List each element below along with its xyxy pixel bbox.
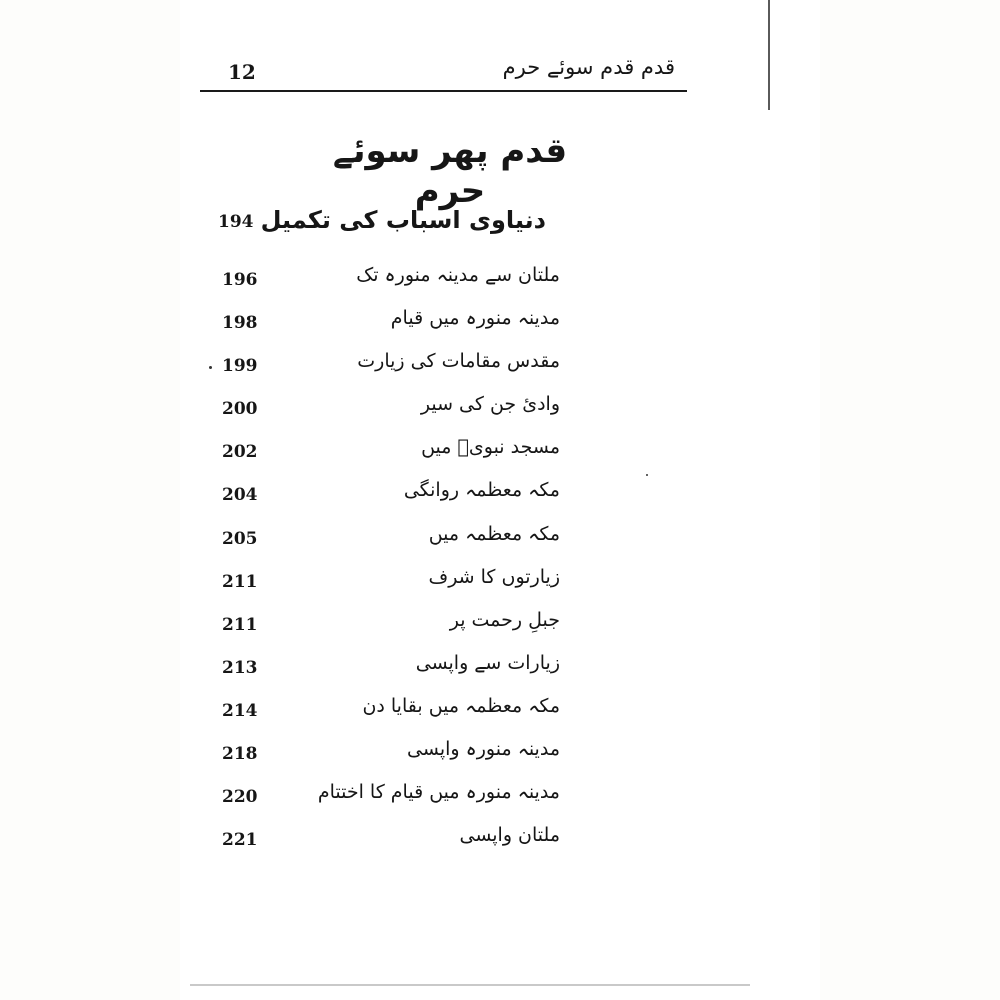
toc-entry [200,430,560,473]
toc-entry-page: 218 [222,744,258,765]
toc-entry [200,473,560,516]
toc-entry-label: مکہ معظمہ میں بقایا دن [362,694,560,717]
page-number: 12 [228,60,256,84]
scan-speck [646,474,648,476]
toc-entry-page: 200 [222,399,258,420]
header-rule [200,90,687,92]
toc-entry-label: زیارتوں کا شرف [428,565,560,588]
toc-entry [200,603,560,646]
scan-speck [209,366,212,369]
toc-entry-page: 220 [222,787,258,808]
toc-entry-page: 199 [222,356,258,377]
toc-entry-label: مدینہ منورہ میں قیام [390,307,560,330]
toc-entry-label: جبلِ رحمت پر [449,608,560,631]
chapter-title: قدم پھر سوئے حرم [332,131,568,211]
toc-entry-page: 205 [222,528,258,549]
toc-entry-label: ملتان سے مدینہ منورہ تک [356,264,560,286]
toc-entry-page: 213 [222,657,258,678]
toc-entry-page: 204 [222,485,258,506]
toc-entry [200,258,560,301]
toc-section-heading [200,200,560,250]
page-bottom-edge [190,984,750,986]
toc-entry-page: 198 [222,313,258,334]
toc-entry-label: مدینہ منورہ واپسی [407,738,560,761]
toc-entry [200,818,560,861]
toc-entry-label: ملتان واپسی [459,824,560,847]
toc-entry-label: مقدس مقامات کی زیارت [357,350,560,373]
toc-entry-label: وادئ جن کی سیر [420,393,560,416]
toc-entry [200,646,560,689]
toc-section-label: دنیاوی اسباب کی تکمیل [260,206,546,234]
toc-entry [200,301,560,344]
toc-entry [200,517,560,560]
running-title: قدم قدم سوئے حرم [502,55,675,79]
toc-entry [200,387,560,430]
toc-entry-label: مسجد نبویؐ میں [421,436,560,459]
table-of-contents [200,200,560,870]
toc-entry-label: مدینہ منورہ میں قیام کا اختتام [317,781,560,804]
toc-section-page: 194 [218,212,254,232]
toc-entry-page: 214 [222,700,258,721]
page-edge-line [768,0,770,110]
running-header [200,55,685,91]
toc-entry-page: 221 [222,830,258,851]
toc-entry [200,689,560,732]
toc-entry-page: 196 [222,270,258,290]
toc-entry-label: زیارات سے واپسی [415,651,560,674]
toc-list [200,258,560,861]
toc-entry-label: مکہ معظمہ میں [428,522,560,545]
toc-entry-label: مکہ معظمہ روانگی [403,479,560,502]
toc-entry [200,560,560,603]
toc-entry-page: 202 [222,442,258,463]
toc-entry-page: 211 [222,614,258,635]
toc-entry [200,775,560,818]
toc-entry [200,344,560,387]
toc-entry-page: 211 [222,571,258,592]
toc-entry [200,732,560,775]
